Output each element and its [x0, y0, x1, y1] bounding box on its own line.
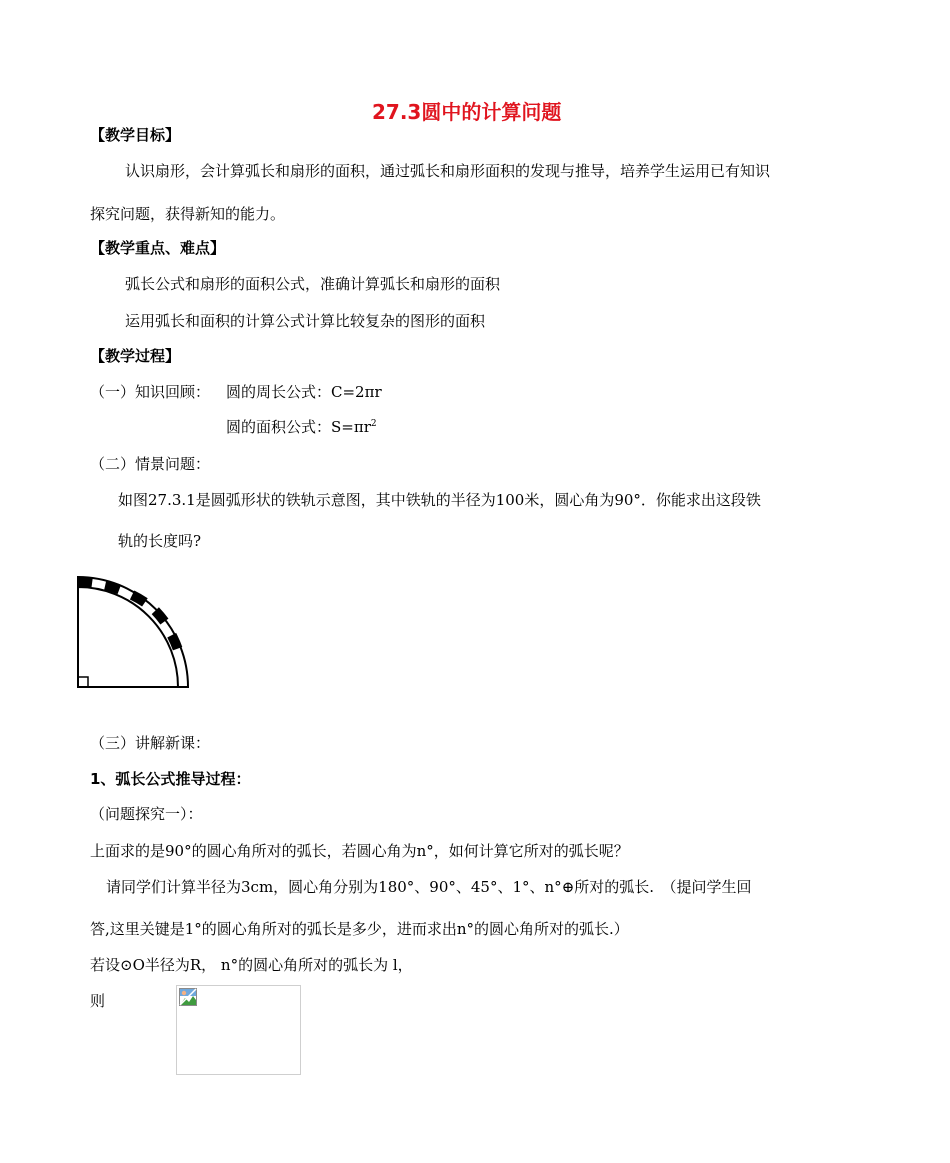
page-title: 27.3圆中的计算问题	[372, 100, 562, 124]
keypoints-heading: 【教学重点、难点】	[90, 239, 226, 257]
area-formula	[226, 416, 377, 437]
goals-text-line2: 探究问题，获得新知的能力。	[90, 205, 286, 223]
process-heading: 【教学过程】	[90, 347, 181, 365]
area-formula-text: 圆的面积公式：S=πr	[226, 418, 371, 436]
scenario-label: （二）情景问题：	[90, 455, 211, 473]
keypoints-line2: 运用弧长和面积的计算公式计算比较复杂的图形的面积	[125, 312, 486, 330]
goals-text-line1: 认识扇形，会计算弧长和扇形的面积，通过弧长和扇形面积的发现与推导，培养学生运用已有知识	[125, 162, 771, 180]
then-text: 则	[90, 992, 106, 1010]
area-formula-exponent: 2	[370, 419, 377, 429]
perimeter-formula: 圆的周长公式：C=2πr	[226, 383, 382, 401]
section1-heading: 1、弧长公式推导过程：	[90, 770, 251, 788]
explore-label: （问题探究一）：	[90, 805, 203, 823]
assume-text: 若设⊙O半径为R， n°的圆心角所对的弧长为 l，	[90, 956, 413, 974]
scenario-line1: 如图27.3.1是圆弧形状的铁轨示意图，其中铁轨的半径为100米，圆心角为90°．你能求出这段铁	[118, 491, 761, 509]
keypoints-line1: 弧长公式和扇形的面积公式，准确计算弧长和扇形的面积	[125, 275, 501, 293]
question-2-line2: 答,这里关键是1°的圆心角所对的弧长是多少，进而求出n°的圆心角所对的弧长.）	[90, 920, 629, 938]
question-1: 上面求的是90°的圆心角所对的弧长，若圆心角为n°，如何计算它所对的弧长呢？	[90, 842, 629, 860]
goals-heading: 【教学目标】	[90, 126, 181, 144]
broken-image-icon	[179, 988, 197, 1006]
question-2-line1: 请同学们计算半径为3cm，圆心角分别为180°、90°、45°、1°、n°⊕所对的弧长. （提问学生回	[106, 878, 752, 896]
review-label: （一）知识回顾：	[90, 383, 211, 401]
scenario-line2: 轨的长度吗?	[118, 532, 202, 550]
broken-image-placeholder	[176, 985, 301, 1075]
lesson-label: （三）讲解新课：	[90, 734, 211, 752]
rail-arc-figure	[76, 575, 194, 690]
